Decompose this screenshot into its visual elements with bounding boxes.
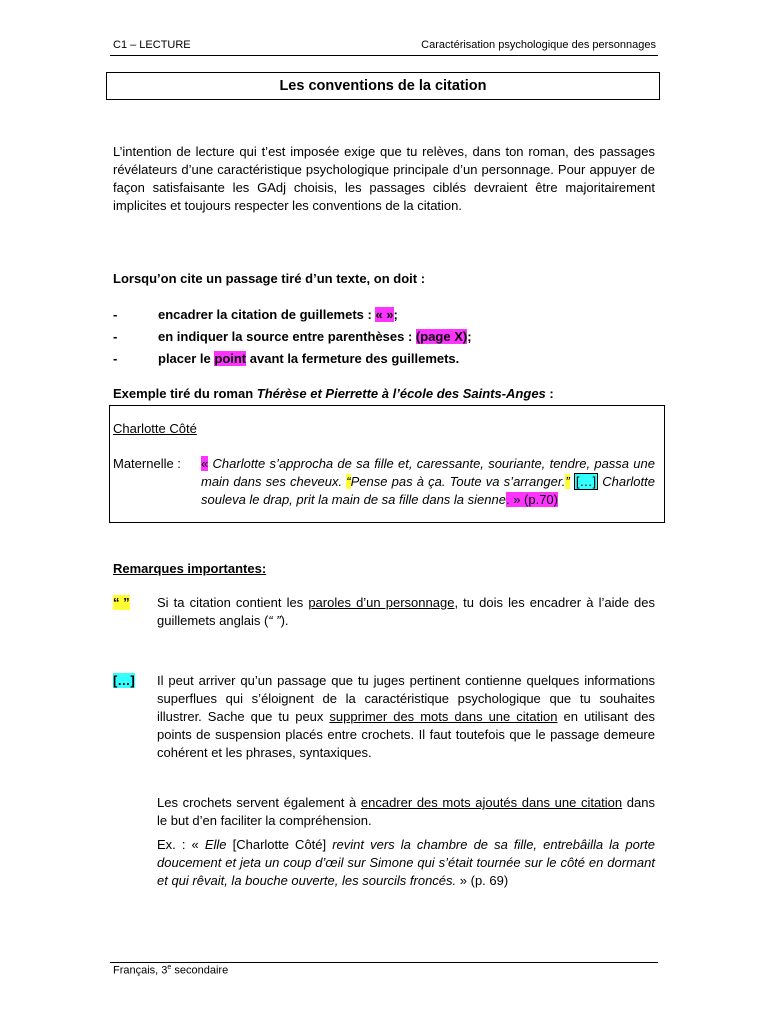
example-heading-colon: : <box>545 386 554 401</box>
symbol-label: […] <box>113 673 135 688</box>
remark-text: Si ta citation contient les <box>157 595 309 610</box>
remark-underlined: encadrer des mots ajoutés dans une citation <box>360 795 623 810</box>
header-divider <box>110 55 658 56</box>
remark-text: Il peut arriver qu’un passage que tu juges pertinent contienne quelques informations superflues qui s’éloignent de la caractéristique psychologique que tu souhaites illustrer. Sache que tu peux <box>157 673 655 724</box>
bullet-dash: - <box>113 307 118 322</box>
footer-text: secondaire <box>171 964 229 977</box>
footer-superscript: e <box>167 964 172 971</box>
example-heading <box>113 385 554 403</box>
rule-item-source <box>113 328 472 346</box>
rules-heading: Lorsqu’on cite un passage tiré d’un texte, on doit : <box>113 271 426 286</box>
remark-underlined: paroles d’un personnage <box>308 595 455 610</box>
symbol-english-quotes <box>113 594 130 612</box>
remark-text: dans le but d’en faciliter la compréhension. <box>157 795 655 828</box>
rule-punct: ; <box>393 307 398 322</box>
intro-paragraph: L’intention de lecture qui t’est imposée exige que tu relèves, dans ton roman, des passages révélateurs d’une caractéristique psychologique principale d’un personnage. Pour appuyer de façon satisfaisante les GAdj choisis, les passages ciblés devraient être majoritairement implicites et toujours respecter les conventions de la citation. <box>113 144 655 213</box>
highlight-open-guillemet: « <box>201 456 209 471</box>
remark-text: Les crochets servent également à <box>157 795 361 810</box>
example-source: » (p. 69) <box>456 872 509 888</box>
rule-text: en indiquer la source entre parenthèses : <box>158 329 416 344</box>
footer-text: Français, 3 <box>113 964 168 977</box>
example-quote <box>201 455 655 509</box>
quote-text: Charlotte s’approcha de sa fille et, caressante, souriante, tendre, passa une main dans ses cheveux. <box>201 456 655 489</box>
bullet-dash: - <box>113 351 118 366</box>
rule-text: avant la fermeture des guillemets. <box>246 351 460 366</box>
trait-label: Maternelle : <box>113 456 181 471</box>
highlight-ellipsis: […] <box>575 473 597 489</box>
quote-text: Charlotte souleva le drap, prit la main de sa fille dans la sienne <box>201 473 655 507</box>
example-italic: revint vers la chambre de sa fille, entrebâilla la porte doucement et jeta un coup d’œil sur Simone qui s’était tournée sur le côté en dormant et qui rêvait, la bouche ouverte, les sourcils froncés. <box>157 837 655 888</box>
header-topic-label: Caractérisation psychologique des personnages <box>421 39 656 51</box>
highlight-close-source: . » (p.70) <box>505 491 558 507</box>
remarks-heading: Remarques importantes: <box>113 561 267 576</box>
example-heading-text: Exemple tiré du roman <box>113 386 257 401</box>
highlight-close-dq: ” <box>565 473 570 489</box>
remark-ellipsis <box>157 672 655 762</box>
remark-underlined: supprimer des mots dans une citation <box>329 708 558 724</box>
footer <box>113 963 228 979</box>
rule-item-point <box>113 350 459 368</box>
example-italic: Elle <box>204 837 227 852</box>
remark-quotes: “ ” <box>268 612 281 628</box>
symbol-ellipsis <box>113 672 135 690</box>
rule-item-quotes <box>113 306 398 324</box>
remark-text: en utilisant des points de suspension placés entre crochets. Il faut toutefois que le passage demeure cohérent et les phrases, syntaxiques. <box>157 708 655 760</box>
character-name: Charlotte Côté <box>113 421 197 436</box>
page-title: Les conventions de la citation <box>279 78 487 94</box>
remark-example <box>157 836 655 890</box>
example-bracket: [Charlotte Côté] <box>226 837 333 852</box>
rule-punct: ; <box>467 329 472 344</box>
highlight-page: (page X) <box>415 329 468 344</box>
remark-text: ). <box>280 612 289 628</box>
highlight-point: point <box>214 351 247 366</box>
example-label: Ex. : « <box>157 837 205 852</box>
bullet-dash: - <box>113 329 118 344</box>
rule-text: placer le <box>158 351 215 366</box>
rule-text: encadrer la citation de guillemets : <box>158 307 376 322</box>
page-title-box <box>106 72 660 100</box>
remark-text: , tu dois les encadrer à l’aide des guillemets anglais ( <box>157 595 656 628</box>
remark-english-quotes <box>157 594 655 630</box>
remark-brackets <box>157 794 655 830</box>
header-course-label: C1 – LECTURE <box>113 39 191 51</box>
symbol-label: “ ” <box>113 595 130 610</box>
highlight-open-dq: “ <box>346 473 351 489</box>
book-title: Thérèse et Pierrette à l’école des Saints-Anges <box>256 386 546 401</box>
highlight-guillemets: « » <box>375 307 394 322</box>
quote-speech: Pense pas à ça. Toute va s’arranger. <box>350 473 566 489</box>
